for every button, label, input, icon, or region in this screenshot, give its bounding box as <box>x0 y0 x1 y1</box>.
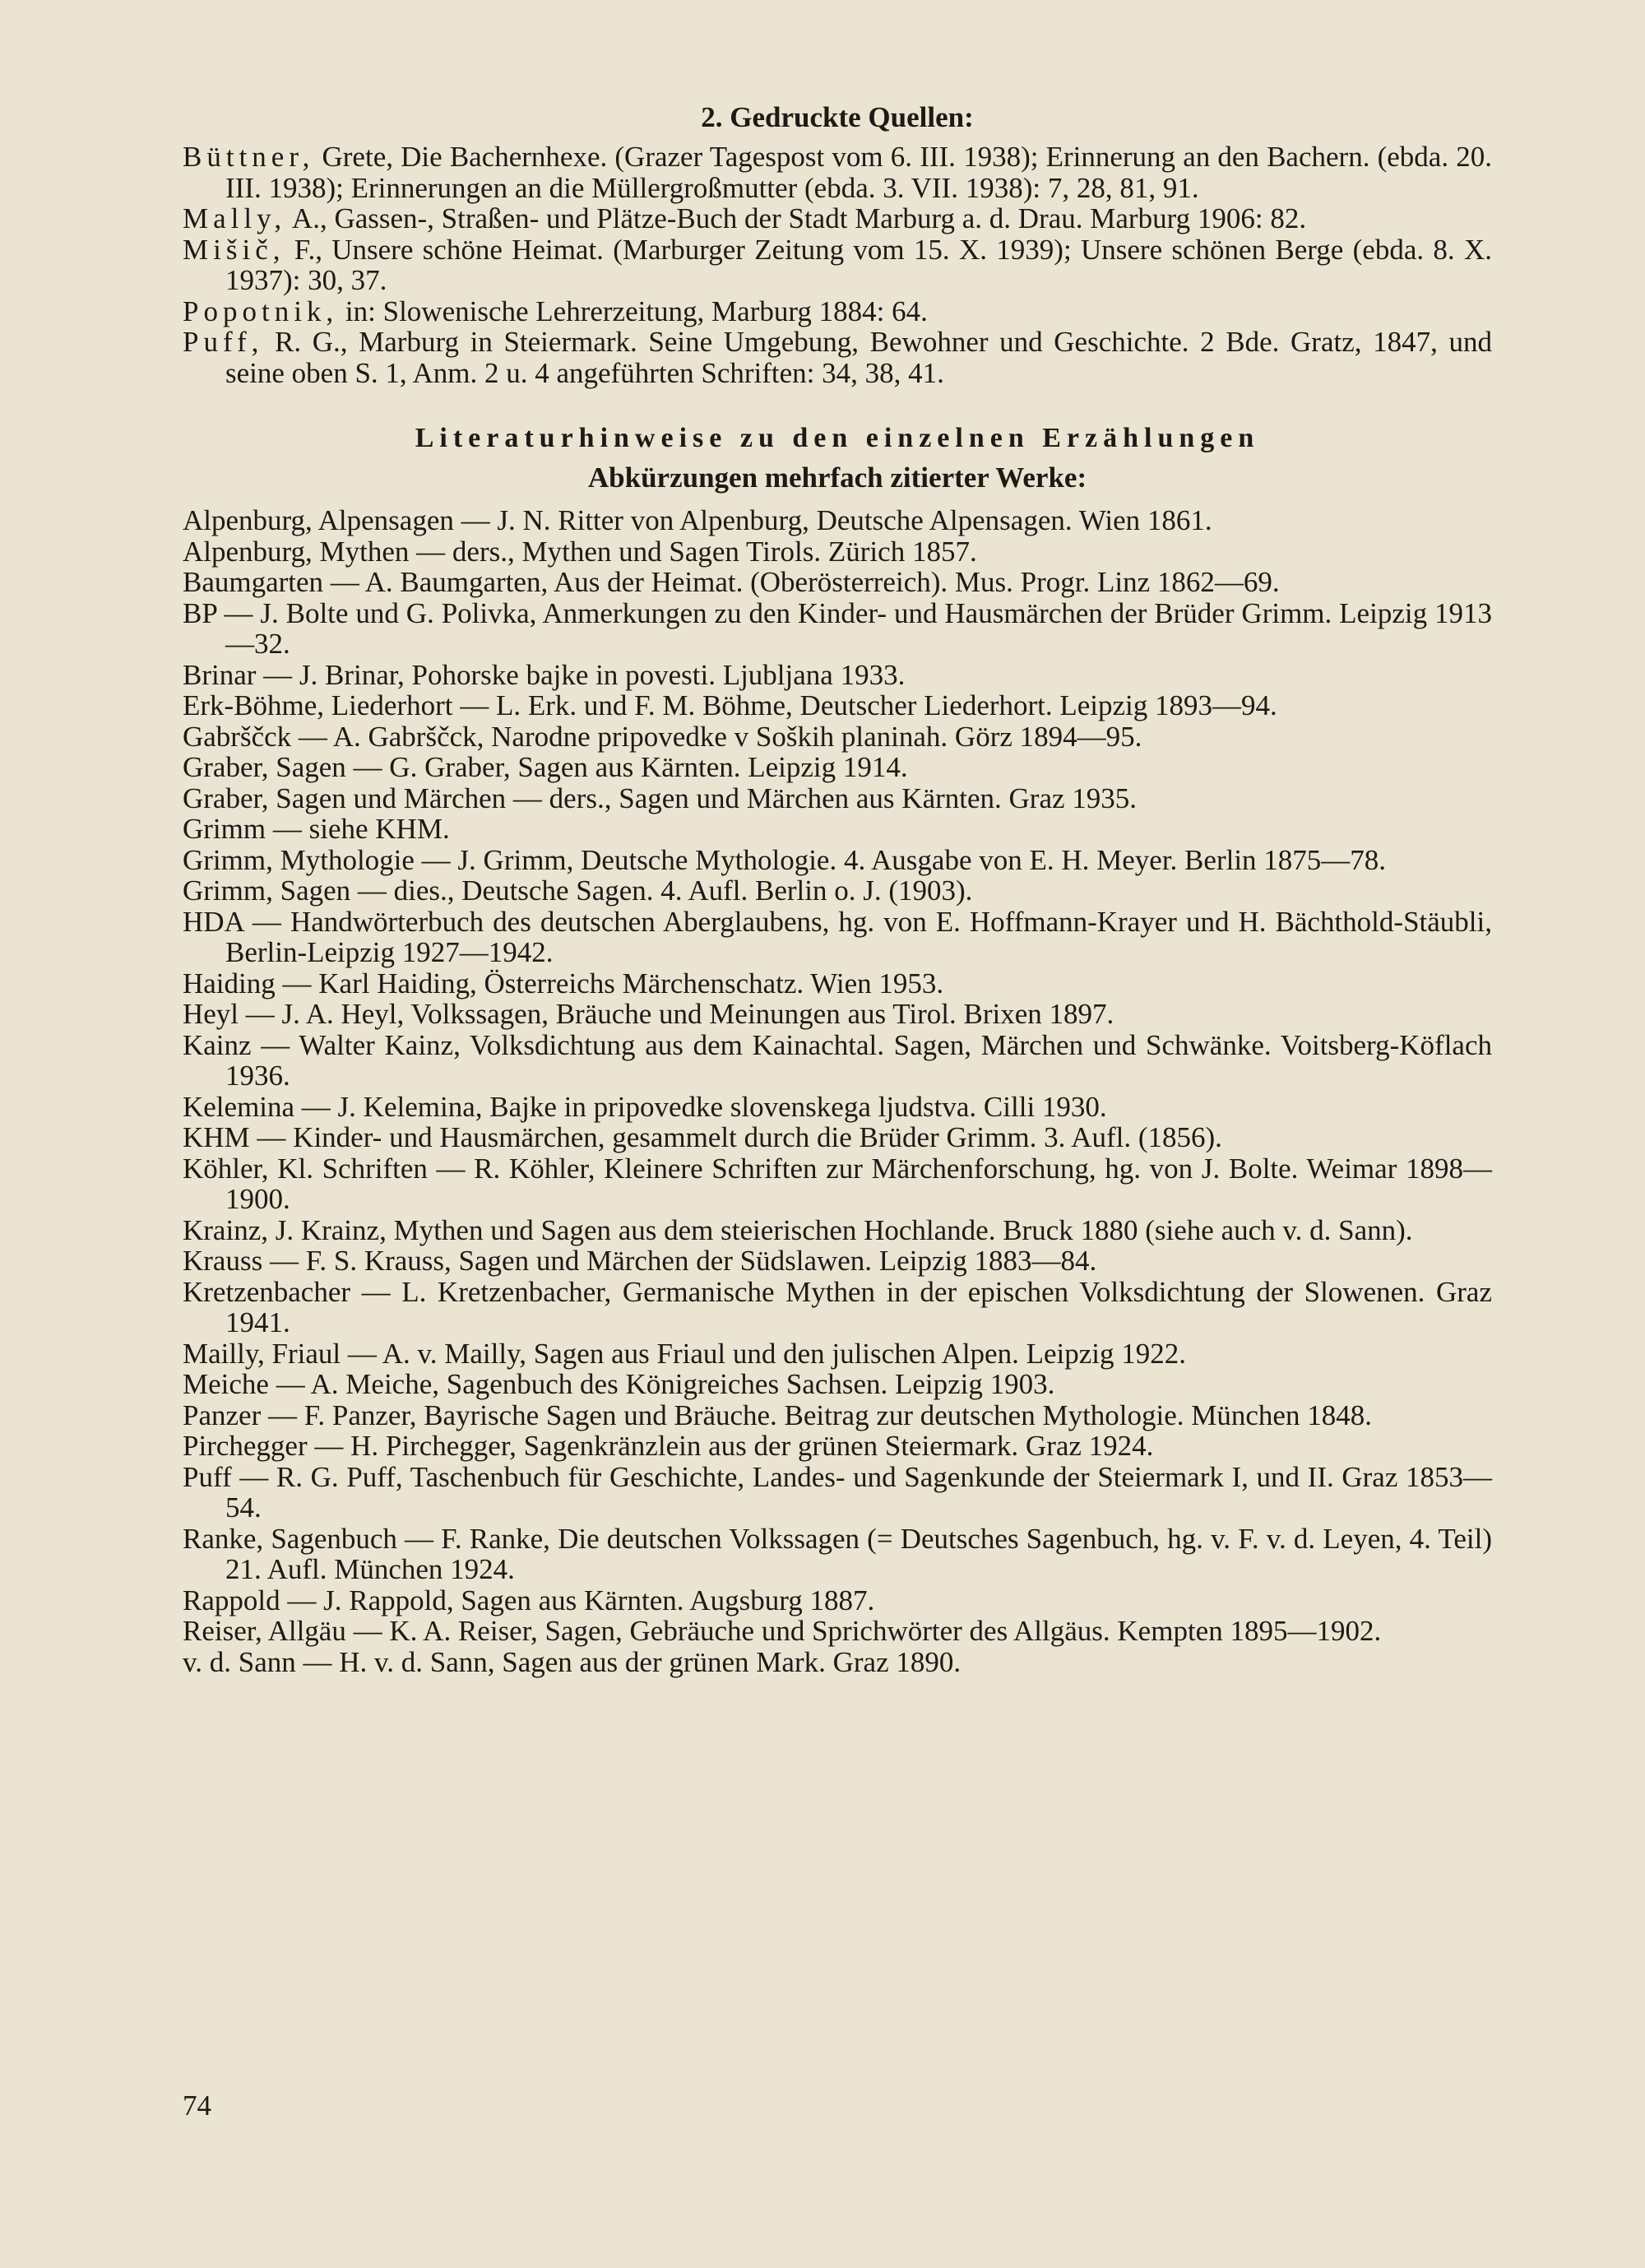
abbreviation-entry: Rappold — J. Rappold, Sagen aus Kärnten. Augsburg 1887. <box>183 1584 875 1616</box>
printed-sources-list <box>183 141 1492 388</box>
source-entry <box>183 203 1492 234</box>
abbreviation-entry: Erk-Böhme, Liederhort — L. Erk. und F. M. Böhme, Deutscher Liederhort. Leipzig 1893—94. <box>183 689 1277 721</box>
abbreviation-entry: Kretzenbacher — L. Kretzenbacher, Germanische Mythen in der epischen Volksdichtung der Slowenen. Graz 1941. <box>183 1275 1492 1338</box>
abbreviation-entry: Graber, Sagen und Märchen — ders., Sagen und Märchen aus Kärnten. Graz 1935. <box>183 782 1138 814</box>
abbreviation-entry: Mailly, Friaul — A. v. Mailly, Sagen aus Friaul und den julischen Alpen. Leipzig 1922. <box>183 1337 1186 1370</box>
printed-sources-heading: 2. Gedruckte Quellen: <box>701 101 974 133</box>
source-author: Büttner, <box>183 141 315 173</box>
abbreviation-entry: Köhler, Kl. Schriften — R. Köhler, Kleinere Schriften zur Märchenforschung, hg. von J. Bolte. Weimar 1898—1900. <box>183 1152 1492 1215</box>
source-author: Mišič, <box>183 233 285 266</box>
abbreviation-entry: BP — J. Bolte und G. Polivka, Anmerkungen zu den Kinder- und Hausmärchen der Brüder Grimm. Leipzig 1913—32. <box>183 596 1492 660</box>
abbreviation-entry: v. d. Sann — H. v. d. Sann, Sagen aus der grünen Mark. Graz 1890. <box>183 1645 962 1678</box>
abbreviation-entry: Krauss — F. S. Krauss, Sagen und Märchen der Südslawen. Leipzig 1883—84. <box>183 1245 1097 1277</box>
source-text: F., Unsere schöne Heimat. (Marburger Zeitung vom 15. X. 1939); Unsere schönen Berge (ebda. 8. X. 1937): 30, 37. <box>225 233 1492 296</box>
abbreviation-entry: Baumgarten — A. Baumgarten, Aus der Heimat. (Oberösterreich). Mus. Progr. Linz 1862—69. <box>183 566 1280 598</box>
abbreviation-entry: Haiding — Karl Haiding, Österreichs Märchenschatz. Wien 1953. <box>183 967 944 999</box>
abbreviation-entry: HDA — Handwörterbuch des deutschen Aberglaubens, hg. von E. Hoffmann-Krayer und H. Bächthold-Stäubli, Berlin-Leipzig 1927—1942. <box>183 905 1492 968</box>
source-text: Grete, Die Bachernhexe. (Grazer Tagespost vom 6. III. 1938); Erinnerung an den Bachern. (ebda. 20. III. 1938); Erinnerungen an die Müllergroßmutter (ebda. 3. VII. 1938): 7, 28, 81, 91. <box>225 141 1492 204</box>
source-author: Popotnik, <box>183 295 339 327</box>
abbreviation-entry: Reiser, Allgäu — K. A. Reiser, Sagen, Gebräuche und Sprichwörter des Allgäus. Kempten 1895—1902. <box>183 1615 1382 1647</box>
abbreviation-entry: Brinar — J. Brinar, Pohorske bajke in povesti. Ljubljana 1933. <box>183 658 906 691</box>
abbreviation-entry: Grimm, Mythologie — J. Grimm, Deutsche Mythologie. 4. Ausgabe von E. H. Meyer. Berlin 1875—78. <box>183 843 1387 876</box>
abbreviation-entry: Grimm, Sagen — dies., Deutsche Sagen. 4. Aufl. Berlin o. J. (1903). <box>183 874 973 907</box>
source-author: Mally, <box>183 202 287 234</box>
abbreviation-entry: Graber, Sagen — G. Graber, Sagen aus Kärnten. Leipzig 1914. <box>183 751 908 783</box>
abbreviation-entry: Puff — R. G. Puff, Taschenbuch für Geschichte, Landes- und Sagenkunde der Steiermark I, und II. Graz 1853—54. <box>183 1460 1492 1524</box>
abbreviation-entry: Kelemina — J. Kelemina, Bajke in pripovedke slovenskega ljudstva. Cilli 1930. <box>183 1090 1107 1123</box>
abbreviation-entry: Meiche — A. Meiche, Sagenbuch des Königreiches Sachsen. Leipzig 1903. <box>183 1368 1055 1400</box>
source-entry <box>183 141 1492 203</box>
abbreviation-entry: Kainz — Walter Kainz, Volksdichtung aus dem Kainachtal. Sagen, Märchen und Schwänke. Voitsberg-Köflach 1936. <box>183 1028 1492 1092</box>
source-text: R. G., Marburg in Steiermark. Seine Umgebung, Bewohner und Geschichte. 2 Bde. Gratz, 1847, und seine oben S. 1, Anm. 2 u. 4 angeführten Schriften: 34, 38, 41. <box>225 326 1492 389</box>
page-text-block <box>183 92 1492 1677</box>
abbreviation-entry: Alpenburg, Mythen — ders., Mythen und Sagen Tirols. Zürich 1857. <box>183 535 977 568</box>
page-number: 74 <box>183 2089 211 2122</box>
literature-heading: Literaturhinweise zu den einzelnen Erzählungen <box>415 423 1260 453</box>
abbreviations-list <box>183 505 1492 1677</box>
abbreviation-entry: Gabrščck — A. Gabrščck, Narodne pripovedke v Soških planinah. Görz 1894—95. <box>183 720 1142 753</box>
abbreviation-entry: Heyl — J. A. Heyl, Volkssagen, Bräuche und Meinungen aus Tirol. Brixen 1897. <box>183 998 1114 1030</box>
source-entry <box>183 327 1492 388</box>
source-text: in: Slowenische Lehrerzeitung, Marburg 1884: 64. <box>338 295 928 327</box>
source-author: Puff, <box>183 326 264 358</box>
abbreviation-entry: Krainz, J. Krainz, Mythen und Sagen aus dem steierischen Hochlande. Bruck 1880 (siehe auch v. d. Sann). <box>183 1213 1413 1246</box>
abbreviation-entry: Ranke, Sagenbuch — F. Ranke, Die deutschen Volkssagen (= Deutsches Sagenbuch, hg. v. F. v. d. Leyen, 4. Teil) 21. Aufl. München 1924. <box>183 1522 1492 1585</box>
abbreviation-entry: Alpenburg, Alpensagen — J. N. Ritter von Alpenburg, Deutsche Alpensagen. Wien 1861. <box>183 504 1212 536</box>
abbreviation-entry: Grimm — siehe KHM. <box>183 813 450 845</box>
abbreviation-entry: Panzer — F. Panzer, Bayrische Sagen und Bräuche. Beitrag zur deutschen Mythologie. München 1848. <box>183 1398 1372 1431</box>
source-text: A., Gassen-, Straßen- und Plätze-Buch der Stadt Marburg a. d. Drau. Marburg 1906: 82. <box>286 202 1307 234</box>
abbreviation-entry: Pirchegger — H. Pirchegger, Sagenkränzlein aus der grünen Steiermark. Graz 1924. <box>183 1430 1154 1462</box>
source-entry <box>183 296 1492 327</box>
abbreviations-subheading: Abkürzungen mehrfach zitierter Werke: <box>587 461 1087 494</box>
source-entry <box>183 234 1492 296</box>
abbreviation-entry: KHM — Kinder- und Hausmärchen, gesammelt durch die Brüder Grimm. 3. Aufl. (1856). <box>183 1121 1222 1153</box>
